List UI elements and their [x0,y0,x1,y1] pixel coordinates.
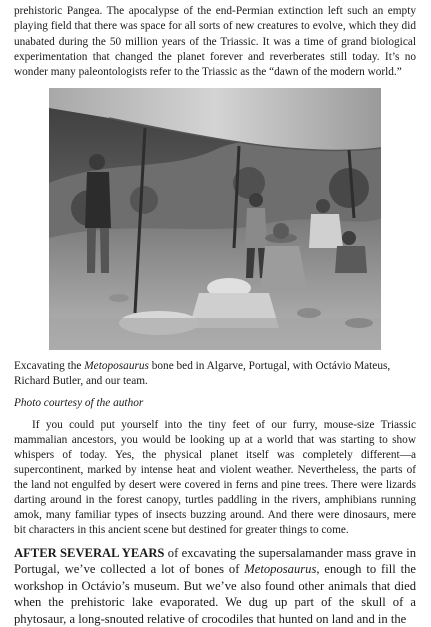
excavation-photo [49,88,381,350]
caption-taxon: Metoposaurus [84,360,149,373]
section-paragraph [14,545,416,627]
section-taxon: Metoposaurus [244,562,317,577]
intro-paragraph: prehistoric Pangea. The apocalypse of the end-Permian extinction left such an empty playing field that there was space for all sorts of new creatures to evolve, which they did unabated during the 50 million years of the Triassic. It was a time of grand biological experimentation that changed the planet forever and reverberates still today. It’s no wonder many paleontologists refer to the Triassic as the “dawn of the modern world.” [14,5,416,79]
section-lead-caps: AFTER SEVERAL YEARS [14,545,165,560]
book-page [14,4,416,627]
section-text-2: , enough to fill the workshop in Octávio’s museum. But we’ve also found other animals that died when the prehistoric lake evaporated. We dug up part of the skull of a phytosaur, a long-snouted relative of crocodiles that hunted on land and in the [14,562,416,626]
caption-suffix: bone bed in Algarve, Portugal, with Octávio Mateus, Richard Butler, and our team. [14,360,391,388]
photo-credit: Photo courtesy of the author [14,397,144,410]
body-paragraph: If you could put yourself into the tiny feet of our furry, mouse-size Triassic mammalian ancestors, you would be looking up at a world that was starting to show whispers of today. Yes, the physical planet itself was completely different—a supercontinent, marked by intense heat and violent weather. Nevertheless, the parts of the land not engulfed by desert were covered in ferns and pine trees. There were lizards darting around in the forest canopy, turtles paddling in the rivers, amphibians running amok, many familiar types of insects buzzing around. And there were dinosaurs, mere bit characters in this ancient scene but destined for greater things to come. [14,419,416,536]
excavation-photo-image [49,88,381,350]
caption-prefix: Excavating the [14,360,85,373]
section-text-1: of excavating the supersalamander mass grave in Portugal, we’ve collected a lot of bones of [14,545,416,577]
figure-caption [14,359,416,389]
